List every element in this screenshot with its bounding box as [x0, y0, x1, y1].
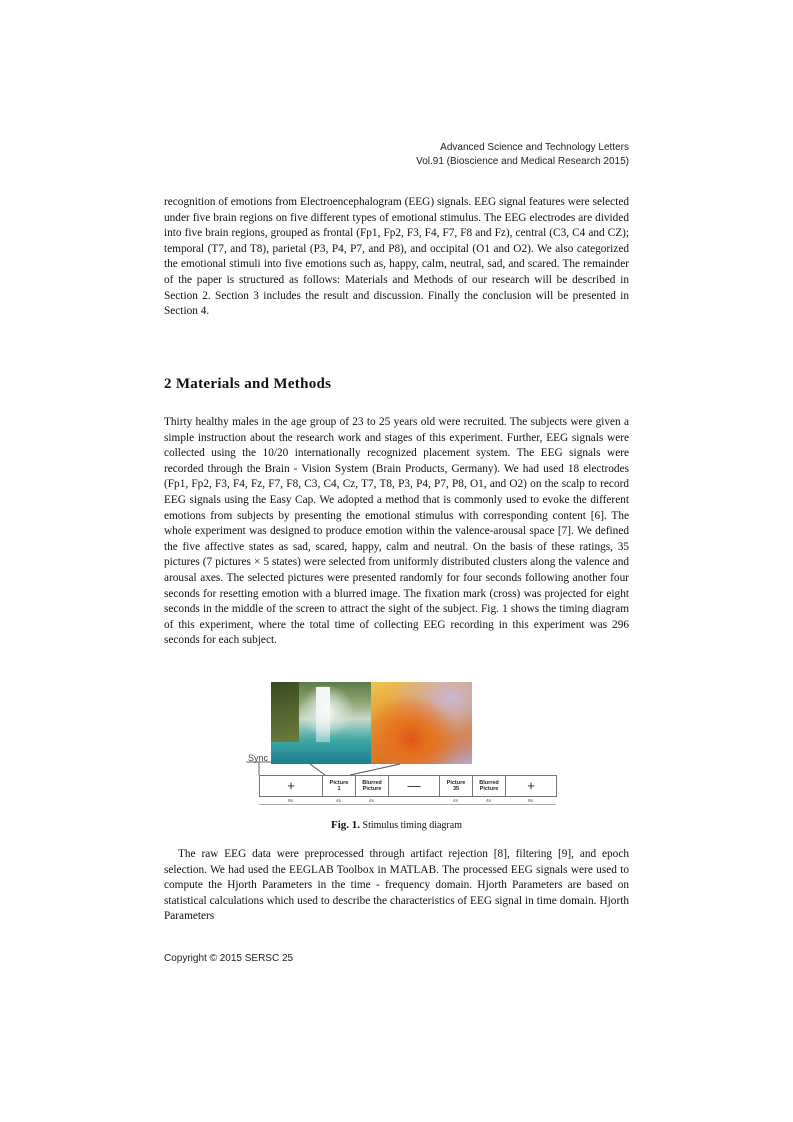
intro-paragraph: recognition of emotions from Electroencephalogram (EEG) signals. EEG signal features were selected under five brain regions on five different types of emotional stimulus. The EEG electrodes are divided into five brain regions, grouped as frontal (Fp1, Fp2, F3, F4, F7, F8 and Fz), central (C3, C4 and CZ); temporal (T7, and T8), parietal (P3, P4, P7, and P8), and occipital (O1 and O2). We also categorized the emotional stimuli into five emotions such as, happy, calm, neutral, sad, and scared. The remainder of the paper is structured as follows: Materials and Methods of our research will be described in Section 2. Section 3 includes the result and discussion. Finally the conclusion will be presented in Section 4. [164, 196, 629, 318]
duration-label: 8s [505, 798, 556, 805]
copyright-footer: Copyright © 2015 SERSC 25 [164, 953, 294, 964]
picture-1-cell: Picture 1 [323, 776, 356, 796]
duration-label: 4s [322, 798, 355, 805]
timeline-bar [259, 775, 557, 797]
duration-label [388, 798, 439, 805]
picture-35-cell: Picture 35 [440, 776, 473, 796]
figure-caption [0, 819, 793, 831]
ellipsis-cell: — [389, 776, 440, 796]
preprocessing-paragraph: The raw EEG data were preprocessed through artifact rejection [8], filtering [9], and epoch selection. We had used the EEGLAB Toolbox in MATLAB. The processed EEG signals were used to compute the Hjorth Parameters in the time - frequency domain. Hjorth Parameters are based on statistical calculations which used to describe the characteristics of EEG signal in time domain. Hjorth Parameters [164, 848, 629, 923]
journal-volume: Vol.91 (Bioscience and Medical Research 2015) [416, 156, 629, 167]
section-heading: 2 Materials and Methods [164, 376, 332, 392]
figure-caption-label: Fig. 1. [331, 819, 361, 831]
duration-label: 4s [472, 798, 505, 805]
duration-label: 4s [355, 798, 388, 805]
duration-label: 4s [439, 798, 472, 805]
sync-label: Sync [248, 753, 269, 763]
blurred-picture-cell: Blurred Picture [356, 776, 389, 796]
duration-label: 8s [259, 798, 322, 805]
journal-title: Advanced Science and Technology Letters [440, 142, 629, 153]
fixation-cross-cell: + [527, 778, 535, 793]
fixation-cross-cell: + [260, 776, 323, 796]
figure-caption-text: Stimulus timing diagram [362, 820, 462, 831]
stimulus-timing-figure [240, 682, 560, 807]
blurred-picture-cell: Blurred Picture [473, 776, 506, 796]
running-header [416, 141, 629, 169]
timeline-durations [259, 798, 556, 805]
methods-paragraph: Thirty healthy males in the age group of 23 to 25 years old were recruited. The subjects were given a simple instruction about the research work and stages of this experiment. Further, EEG signals were collected using the 10/20 internationally recognized placement system. The EEG signals were recorded through the Brain - Vision System (Brain Products, Germany). We had used 18 electrodes (Fp1, Fp2, F3, F4, Fz, F7, F8, C3, C4, Cz, T7, T8, P3, P4, P7, P8, O1, and O2) on the scalp to record EEG signals using the Easy Cap. We adopted a method that is commonly used to evoke the different emotions from subjects by presenting the emotional stimulus with corresponding content [6]. The whole experiment was designed to produce emotion within the valence-arousal space [7]. We defined the five affective states as sad, scared, happy, calm and neutral. On the basis of these ratings, 35 pictures (7 pictures × 5 states) were selected from uniformly distributed clusters along the valence and arousal axes. The selected pictures were presented randomly for four seconds following another four seconds for resetting emotion with a blurred image. The fixation mark (cross) was projected for eight seconds in the middle of the screen to attract the sight of the subject. Fig. 1 shows the timing diagram of this experiment, where the total time of collecting EEG recording in this experiment was 296 seconds for each subject. [164, 416, 629, 647]
